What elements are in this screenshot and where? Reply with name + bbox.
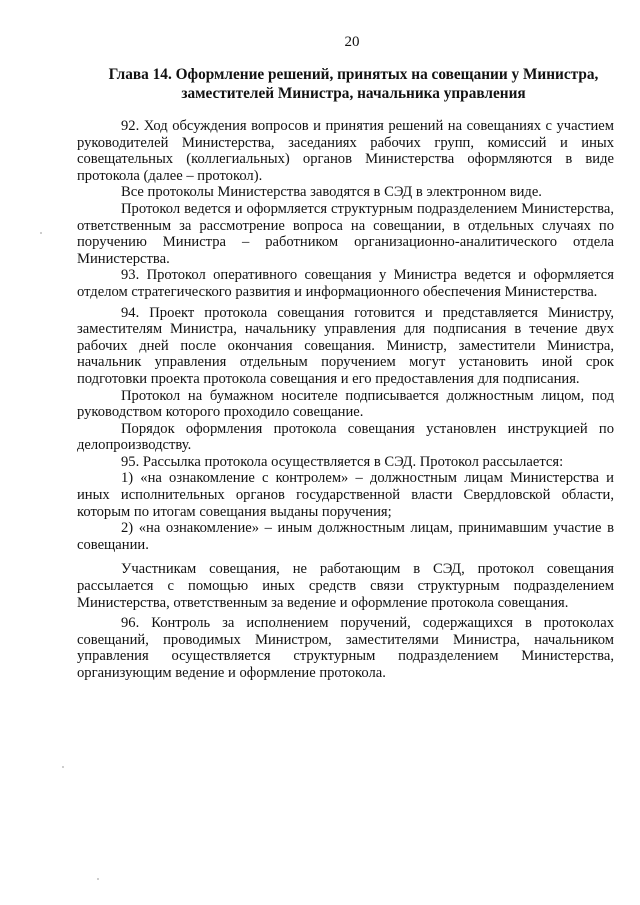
scan-speck: [62, 766, 64, 768]
paragraph-94: 94. Проект протокола совещания готовится и представляется Министру, заместителям Министра, начальнику управления для подписания в течение двух рабочих дней после окончания совещания. Министр, заместители Министра, начальник управления отдельным поручением могут установить иной срок подготовки проекта протокола совещания и его предоставления для подписания.: [77, 304, 614, 387]
chapter-heading-line-2: заместителей Министра, начальника управления: [181, 85, 526, 102]
list-item-1: 1) «на ознакомление с контролем» – должностным лицам Министерства и иных исполнительных органов государственной власти Свердловской области, которым по итогам совещания выданы поручения;: [77, 470, 614, 520]
paragraph-95: 95. Рассылка протокола осуществляется в СЭД. Протокол рассылается:: [121, 453, 564, 470]
chapter-heading-line-1: Глава 14. Оформление решений, принятых на совещании у Министра,: [108, 66, 599, 83]
document-body: [77, 118, 614, 682]
scan-speck: [40, 232, 42, 234]
list-item-2: 2) «на ознакомление» – иным должностным лицам, принимавшим участие в совещании.: [77, 520, 614, 553]
paragraph-95-participants: Участникам совещания, не работающим в СЭД, протокол совещания рассылается с помощью иных средств связи структурным подразделением Министерства, ответственным за ведение и оформление протокола совещания.: [77, 561, 614, 611]
paragraph-92: 92. Ход обсуждения вопросов и принятия решений на совещаниях с участием руководителей Министерства, заседаниях рабочих групп, комиссий и иных совещательных (коллегиальных) органов Министерства оформляются в виде протокола (далее – протокол).: [77, 118, 614, 184]
page-number: 20: [344, 34, 360, 50]
paragraph-92-protocol: Протокол ведется и оформляется структурным подразделением Министерства, ответственным за рассмотрение вопроса на совещании, в отдельных случаях по поручению Министра – работником организационно-аналитического отдела Министерства.: [77, 200, 614, 267]
scan-speck: [97, 878, 99, 880]
chapter-heading: [96, 65, 611, 103]
paragraph-92-sed: Все протоколы Министерства заводятся в СЭД в электронном виде.: [121, 184, 542, 201]
paragraph-94-signing: Протокол на бумажном носителе подписывается должностным лицом, под руководством которого проходило совещание.: [77, 387, 614, 421]
paragraph-96: 96. Контроль за исполнением поручений, содержащихся в протоколах совещаний, проводимых Министром, заместителями Министра, начальником управления осуществляется структурным подразделением Министерства, организующим ведение и оформление протокола.: [77, 615, 614, 681]
paragraph-93: 93. Протокол оперативного совещания у Министра ведется и оформляется отделом стратегического развития и информационного обеспечения Министерства.: [77, 267, 614, 300]
paragraph-94-procedure: Порядок оформления протокола совещания установлен инструкцией по делопроизводству.: [77, 420, 614, 454]
